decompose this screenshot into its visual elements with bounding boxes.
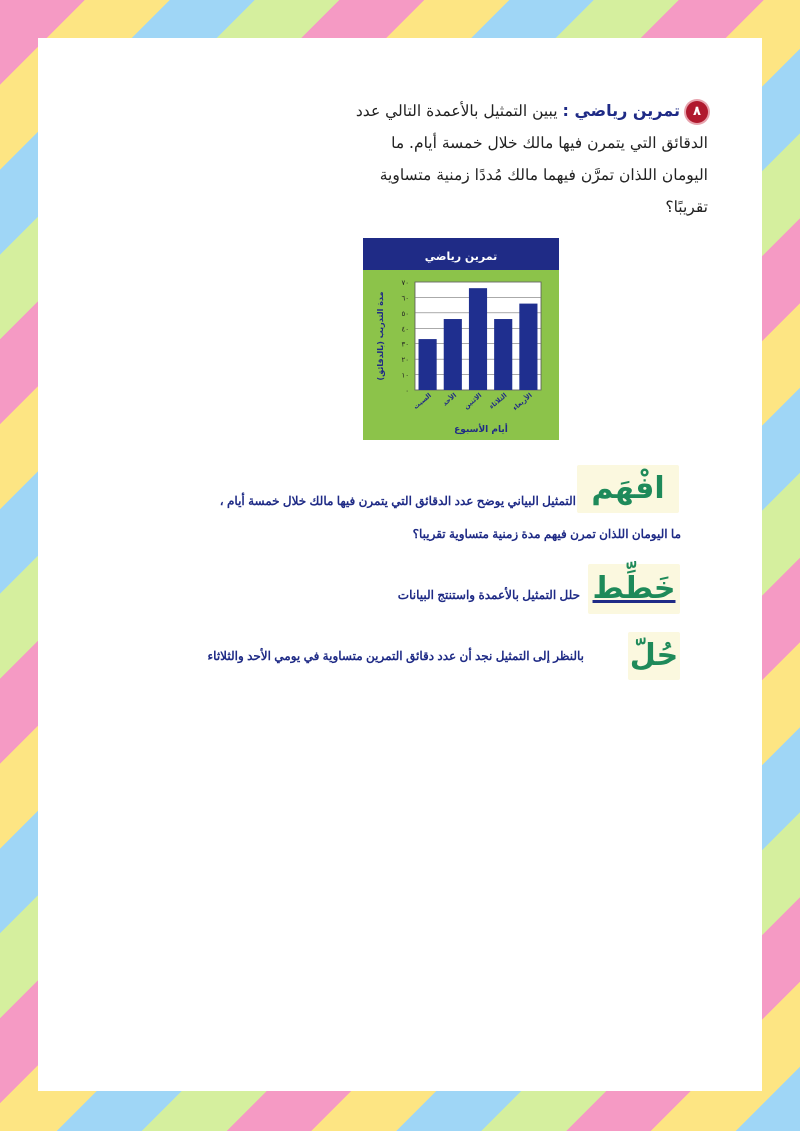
problem-text-1: يبين التمثيل بالأعمدة التالي عدد (355, 102, 558, 120)
chart-y-tick-label: ٥٠ (401, 309, 409, 318)
chart-x-tick-label: الاثنين (462, 391, 484, 411)
chart-y-tick-label: ٧٠ (401, 279, 409, 287)
chart-bar (419, 339, 437, 390)
bar-chart (363, 238, 559, 440)
chart-bar (469, 288, 487, 390)
chart-y-axis-label: مدة التدريب (بالدقائق) (376, 291, 385, 381)
problem-statement (308, 95, 708, 223)
afham-text-1: التمثيل البياني يوضح عدد الدقائق التي يتمرن فيها مالك خلال خمسة أيام ، (219, 494, 576, 508)
chart-y-tick-label: ١٠ (401, 371, 409, 380)
chart-y-tick-label: ٤٠ (401, 325, 409, 334)
afham-text-2: ما اليومان اللذان تمرن فيهم مدة زمنية متساوية تقريبا؟ (412, 527, 681, 541)
chart-x-tick-label: الأحد (441, 391, 459, 408)
chart-y-tick-label: ٦٠ (401, 294, 409, 303)
chart-title: تمرين رياضي (424, 250, 498, 263)
chart-x-tick-label: السبت (411, 391, 433, 411)
afham-label: افْهَم (577, 465, 679, 513)
chart-x-tick-label: الأربعاء (511, 391, 534, 413)
chart-y-tick-label: ٠ (405, 387, 409, 395)
hal-label: حُلّ (628, 632, 680, 680)
problem-number-badge: ٨ (686, 101, 708, 123)
problem-text-3: اليومان اللذان تمرَّن فيهما مالك مُددًا زمنية متساوية (379, 166, 708, 184)
chart-bar (494, 319, 512, 390)
chart-y-tick-label: ٢٠ (401, 356, 409, 365)
problem-text-4: تقريبًا؟ (665, 198, 708, 216)
khatit-label: خَطِّط (588, 564, 680, 614)
problem-text-2: الدقائق التي يتمرن فيها مالك خلال خمسة أيام. ما (391, 134, 708, 152)
khatit-text: حلل التمثيل بالأعمدة واستنتج البيانات (397, 588, 580, 602)
chart-x-axis-label: أيام الأسبوع (454, 425, 508, 435)
problem-line-1 (308, 95, 708, 127)
problem-title: تمرين رياضي : (562, 101, 680, 120)
hal-text: بالنظر إلى التمثيل نجد أن عدد دقائق التمرين متساوية في يومي الأحد والثلاثاء (207, 649, 584, 663)
chart-y-tick-label: ٣٠ (401, 340, 409, 349)
chart-bar (519, 304, 537, 390)
chart-bar (444, 319, 462, 390)
chart-x-tick-label: الثلاثاء (487, 391, 509, 411)
